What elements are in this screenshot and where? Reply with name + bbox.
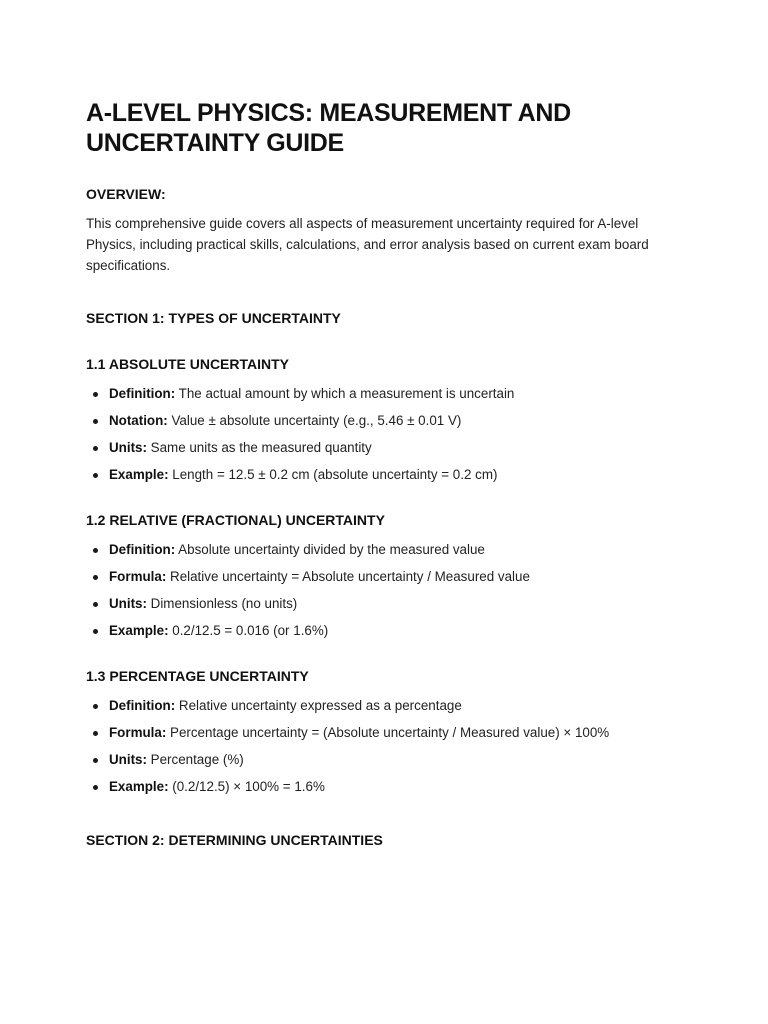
list-item xyxy=(86,778,682,796)
subsection-1-3-heading: 1.3 PERCENTAGE UNCERTAINTY xyxy=(86,668,309,684)
list-item-term: Formula: xyxy=(109,569,167,584)
list-item xyxy=(86,541,682,559)
bullet-icon xyxy=(93,629,98,634)
overview-paragraph: This comprehensive guide covers all aspects of measurement uncertainty required for A-level Physics, including practical skills, calculations, and error analysis based on current exam board specifications. xyxy=(86,216,649,273)
list-item xyxy=(86,385,682,403)
bullet-icon xyxy=(93,392,98,397)
bullet-icon xyxy=(93,704,98,709)
bullet-icon xyxy=(93,602,98,607)
list-item-text: Relative uncertainty expressed as a percentage xyxy=(175,698,462,713)
list-item xyxy=(86,412,682,430)
subsection-1-2-list xyxy=(86,541,682,640)
bullet-icon xyxy=(93,731,98,736)
list-item xyxy=(86,439,682,457)
subsection-1-1-list xyxy=(86,385,682,484)
subsection-1-3-list xyxy=(86,697,682,796)
list-item-text: Dimensionless (no units) xyxy=(146,596,298,611)
bullet-icon xyxy=(93,446,98,451)
bullet-icon xyxy=(93,548,98,553)
bullet-icon xyxy=(93,575,98,580)
list-item xyxy=(86,622,682,640)
list-item-term: Units: xyxy=(109,440,147,455)
overview-heading: OVERVIEW: xyxy=(86,186,166,202)
list-item-text: Percentage uncertainty = (Absolute uncertainty / Measured value) × 100% xyxy=(166,725,610,740)
list-item-text: Percentage (%) xyxy=(146,752,244,767)
list-item-text: Value ± absolute uncertainty (e.g., 5.46 ± 0.01 V) xyxy=(167,413,462,428)
list-item-text: Relative uncertainty = Absolute uncertainty / Measured value xyxy=(166,569,530,584)
list-item-text: Absolute uncertainty divided by the measured value xyxy=(175,542,485,557)
list-item-text: Length = 12.5 ± 0.2 cm (absolute uncertainty = 0.2 cm) xyxy=(168,467,498,482)
list-item-term: Units: xyxy=(109,596,147,611)
bullet-icon xyxy=(93,785,98,790)
list-item-term: Definition: xyxy=(109,698,176,713)
subsection-1-2-heading: 1.2 RELATIVE (FRACTIONAL) UNCERTAINTY xyxy=(86,512,385,528)
list-item-term: Example: xyxy=(109,779,169,794)
list-item xyxy=(86,466,682,484)
list-item xyxy=(86,724,682,742)
subsection-1-1-heading: 1.1 ABSOLUTE UNCERTAINTY xyxy=(86,356,290,372)
section-1-heading: SECTION 1: TYPES OF UNCERTAINTY xyxy=(86,310,341,326)
list-item xyxy=(86,697,682,715)
list-item-term: Units: xyxy=(109,752,147,767)
list-item-text: (0.2/12.5) × 100% = 1.6% xyxy=(168,779,325,794)
list-item-text: 0.2/12.5 = 0.016 (or 1.6%) xyxy=(168,623,329,638)
list-item xyxy=(86,751,682,769)
bullet-icon xyxy=(93,419,98,424)
bullet-icon xyxy=(93,758,98,763)
list-item-term: Formula: xyxy=(109,725,167,740)
list-item-term: Example: xyxy=(109,623,169,638)
list-item-term: Definition: xyxy=(109,542,176,557)
page-title: A-LEVEL PHYSICS: MEASUREMENT AND UNCERTAINTY GUIDE xyxy=(86,99,571,157)
list-item-text: Same units as the measured quantity xyxy=(146,440,372,455)
list-item-term: Definition: xyxy=(109,386,176,401)
list-item-term: Notation: xyxy=(109,413,168,428)
list-item-text: The actual amount by which a measurement is uncertain xyxy=(175,386,515,401)
list-item-term: Example: xyxy=(109,467,169,482)
list-item xyxy=(86,568,682,586)
section-2-heading: SECTION 2: DETERMINING UNCERTAINTIES xyxy=(86,832,383,848)
bullet-icon xyxy=(93,473,98,478)
list-item xyxy=(86,595,682,613)
